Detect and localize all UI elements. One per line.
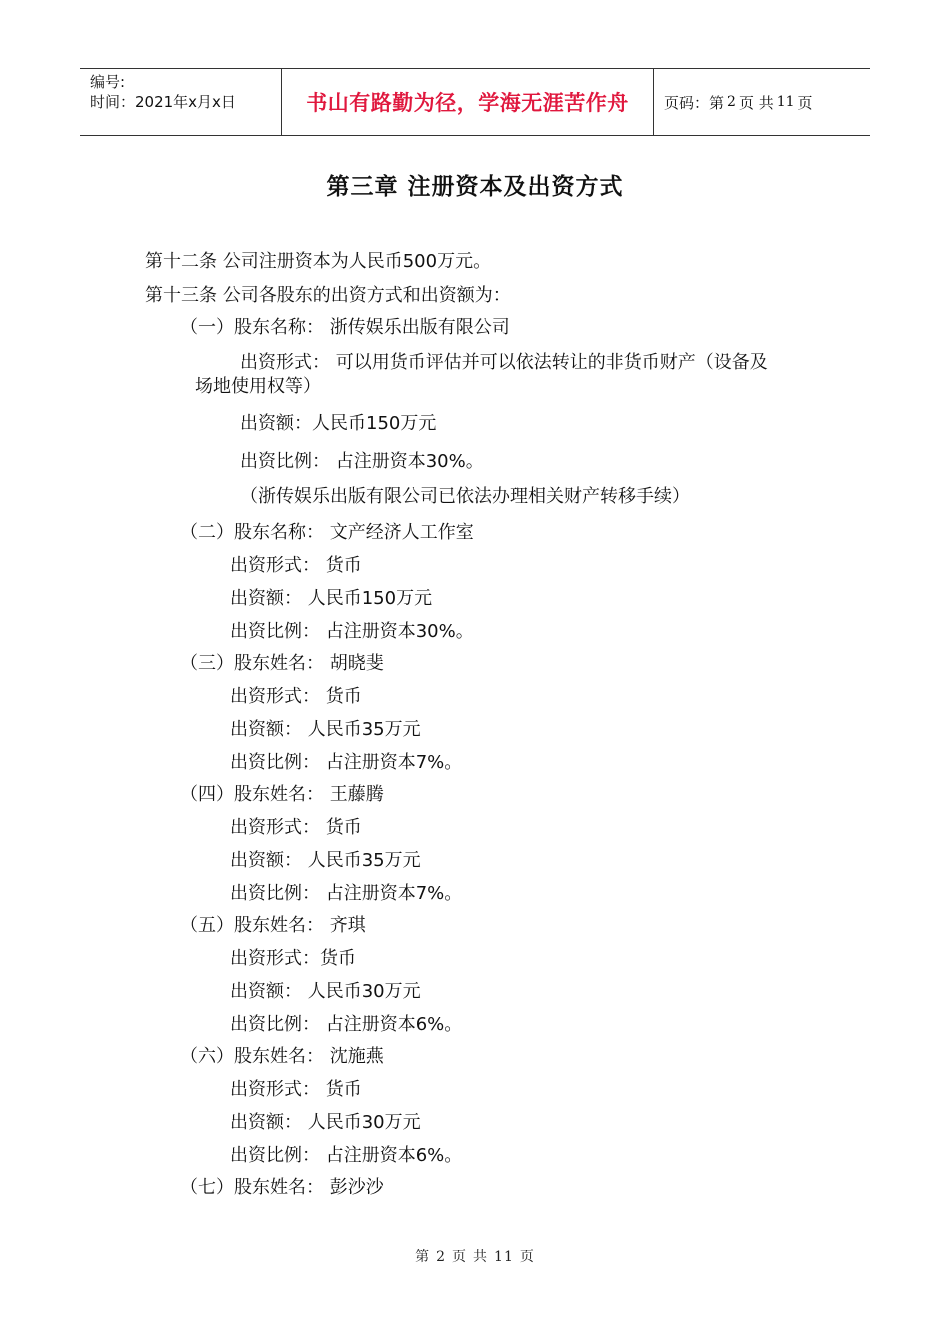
- shareholder-3-ratio: 出资比例： 占注册资本7%。: [230, 752, 463, 773]
- shareholder-1-note: （浙传娱乐出版有限公司已依法办理相关财产转移手续）: [240, 486, 690, 507]
- shareholder-3-form: 出资形式： 货币: [230, 686, 362, 707]
- header-meta: [80, 69, 282, 135]
- shareholder-3-amount: 出资额： 人民币35万元: [230, 719, 421, 740]
- shareholder-4-ratio: 出资比例： 占注册资本7%。: [230, 883, 463, 904]
- shareholder-4-name: （四）股东姓名： 王藤腾: [180, 784, 384, 805]
- shareholder-1-form-cont: 场地使用权等）: [195, 376, 321, 397]
- chapter-title: 第三章 注册资本及出资方式: [326, 174, 624, 200]
- footer-p2: 页: [452, 1249, 468, 1265]
- shareholder-6-amount: 出资额： 人民币30万元: [230, 1112, 421, 1133]
- shareholder-7-name: （七）股东姓名： 彭沙沙: [180, 1177, 384, 1198]
- shareholder-2-form: 出资形式： 货币: [230, 555, 362, 576]
- shareholder-6-ratio: 出资比例： 占注册资本6%。: [230, 1145, 463, 1166]
- shareholder-3-name: （三）股东姓名： 胡晓斐: [180, 653, 384, 674]
- shareholder-4-amount: 出资额： 人民币35万元: [230, 850, 421, 871]
- shareholder-1-form: 出资形式： 可以用货币评估并可以依法转让的非货币财产（设备及: [240, 352, 768, 373]
- header-page-number: 2: [727, 94, 736, 110]
- header-page-total: 11: [776, 94, 795, 110]
- shareholder-6-name: （六）股东姓名： 沈施燕: [180, 1046, 384, 1067]
- shareholder-2-name: （二）股东名称： 文产经济人工作室: [180, 522, 474, 543]
- footer-p3: 共: [473, 1249, 489, 1265]
- header-date: 时间：2021年x月x日: [90, 93, 236, 111]
- shareholder-1-name: （一）股东名称： 浙传娱乐出版有限公司: [180, 317, 510, 338]
- shareholder-2-ratio: 出资比例： 占注册资本30%。: [230, 621, 474, 642]
- shareholder-1-amount: 出资额：人民币150万元: [240, 413, 437, 434]
- header-number-label: 编号:: [90, 73, 126, 91]
- document-header: [80, 68, 870, 136]
- header-page-mid: 页 共: [738, 93, 774, 112]
- header-page-info: [654, 69, 870, 135]
- header-page-suffix: 页: [797, 93, 813, 112]
- footer-p4: 页: [519, 1249, 535, 1265]
- shareholder-1-ratio: 出资比例： 占注册资本30%。: [240, 451, 484, 472]
- footer-p1: 第: [415, 1249, 431, 1265]
- shareholder-6-form: 出资形式： 货币: [230, 1079, 362, 1100]
- header-motto: 书山有路勤为径，学海无涯苦作舟: [282, 69, 654, 135]
- header-page-prefix: 页码：第: [664, 93, 725, 112]
- footer-page-total: 11: [494, 1249, 514, 1265]
- shareholder-5-form: 出资形式：货币: [230, 948, 356, 969]
- shareholder-2-amount: 出资额： 人民币150万元: [230, 588, 433, 609]
- article-12: 第十二条 公司注册资本为人民币500万元。: [145, 251, 492, 272]
- shareholder-5-ratio: 出资比例： 占注册资本6%。: [230, 1014, 463, 1035]
- shareholder-4-form: 出资形式： 货币: [230, 817, 362, 838]
- page-footer: [0, 1246, 950, 1266]
- article-13: 第十三条 公司各股东的出资方式和出资额为：: [145, 285, 511, 306]
- footer-page-number: 2: [436, 1249, 447, 1265]
- shareholder-5-name: （五）股东姓名： 齐琪: [180, 915, 366, 936]
- shareholder-5-amount: 出资额： 人民币30万元: [230, 981, 421, 1002]
